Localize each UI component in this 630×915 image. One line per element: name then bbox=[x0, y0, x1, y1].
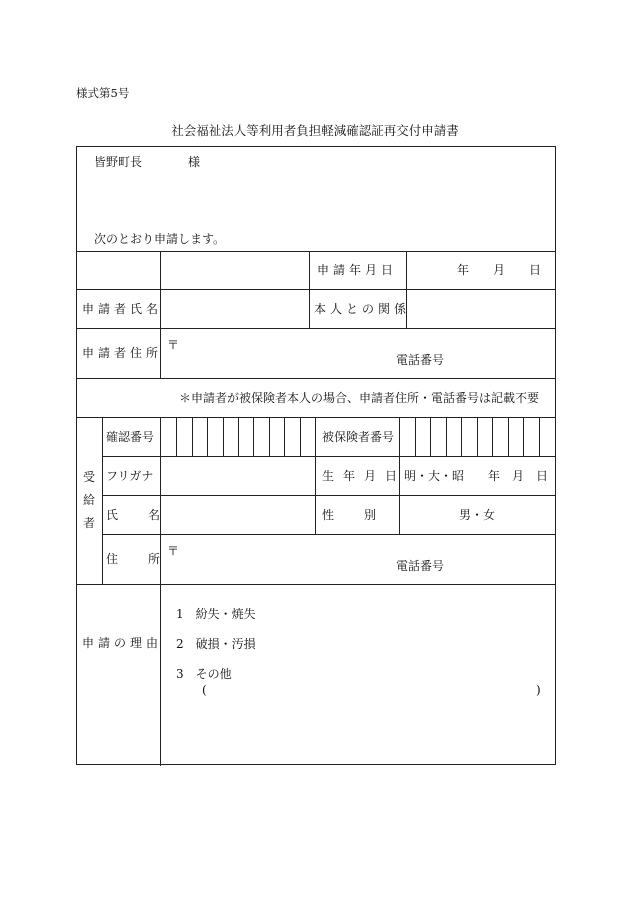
digit-box[interactable] bbox=[269, 417, 270, 456]
dob-label: 生年月日 bbox=[322, 469, 407, 483]
confirm-number-label: 確認番号 bbox=[106, 430, 155, 444]
insured-number-label: 被保険者番号 bbox=[322, 430, 395, 444]
digit-box[interactable] bbox=[430, 417, 431, 456]
application-form bbox=[76, 146, 556, 765]
rule bbox=[77, 328, 555, 329]
digit-box[interactable] bbox=[300, 417, 301, 456]
recipient-address-label: 住 所 bbox=[106, 552, 170, 566]
reason-label: 申請の理由 bbox=[82, 636, 163, 650]
applicant-address-label: 申請者住所 bbox=[82, 346, 163, 360]
digit-box[interactable] bbox=[223, 417, 224, 456]
intro-text: 次のとおり申請します。 bbox=[94, 232, 226, 246]
application-date-label: 申請年月日 bbox=[317, 263, 398, 277]
paren-close: ) bbox=[536, 683, 541, 697]
reason-option[interactable]: 3 その他 bbox=[176, 667, 232, 681]
addressee-honorific: 様 bbox=[188, 155, 201, 169]
rule bbox=[77, 417, 555, 418]
applicant-name-label: 申請者氏名 bbox=[82, 302, 163, 316]
digit-box[interactable] bbox=[539, 417, 540, 456]
rule bbox=[315, 417, 316, 534]
digit-box[interactable] bbox=[446, 417, 447, 456]
digit-box[interactable] bbox=[415, 417, 416, 456]
rule bbox=[77, 289, 555, 290]
rule bbox=[102, 456, 555, 457]
rule bbox=[406, 251, 407, 329]
document-title: 社会福祉法人等利用者負担軽減確認証再交付申請書 bbox=[171, 123, 459, 138]
addressee-name: 皆野町長 bbox=[94, 155, 143, 169]
digit-box[interactable] bbox=[508, 417, 509, 456]
relation-label: 本人との関係 bbox=[314, 302, 411, 316]
digit-box[interactable] bbox=[238, 417, 239, 456]
rule bbox=[77, 378, 555, 379]
rule bbox=[102, 534, 555, 535]
rule bbox=[160, 251, 161, 289]
recipient-section-label: 給 bbox=[83, 493, 96, 507]
digit-box[interactable] bbox=[461, 417, 462, 456]
postal-mark: 〒 bbox=[167, 338, 180, 352]
rule bbox=[77, 584, 555, 585]
rule bbox=[160, 417, 161, 766]
paren-open: ( bbox=[202, 683, 207, 697]
reason-option[interactable]: 2 破損・汚損 bbox=[176, 637, 256, 651]
applicant-phone-label: 電話番号 bbox=[396, 353, 445, 367]
note-text: ＊申請者が被保険者本人の場合、申請者住所・電話番号は記載不要 bbox=[178, 391, 539, 405]
rule bbox=[77, 251, 555, 252]
furigana-label: フリガナ bbox=[106, 469, 154, 483]
rule bbox=[102, 495, 555, 496]
recipient-section-label: 者 bbox=[83, 516, 96, 530]
digit-box[interactable] bbox=[192, 417, 193, 456]
digit-box[interactable] bbox=[207, 417, 208, 456]
digit-box[interactable] bbox=[284, 417, 285, 456]
sex-field[interactable]: 男・女 bbox=[459, 508, 496, 522]
dob-field[interactable]: 明・大・昭 年 月 日 bbox=[404, 469, 549, 483]
recipient-phone-label: 電話番号 bbox=[396, 559, 445, 573]
digit-box[interactable] bbox=[523, 417, 524, 456]
digit-box[interactable] bbox=[176, 417, 177, 456]
application-date-field[interactable]: 年 月 日 bbox=[457, 263, 542, 277]
sex-label: 性 別 bbox=[322, 508, 386, 522]
digit-box[interactable] bbox=[492, 417, 493, 456]
digit-box[interactable] bbox=[477, 417, 478, 456]
form-number: 様式第5号 bbox=[76, 86, 130, 100]
digit-box[interactable] bbox=[253, 417, 254, 456]
postal-mark: 〒 bbox=[167, 544, 180, 558]
reason-option[interactable]: 1 紛失・焼失 bbox=[176, 607, 256, 621]
recipient-name-label: 氏 名 bbox=[106, 508, 170, 522]
rule bbox=[309, 251, 310, 329]
rule bbox=[102, 417, 103, 584]
recipient-section-label: 受 bbox=[83, 470, 96, 484]
